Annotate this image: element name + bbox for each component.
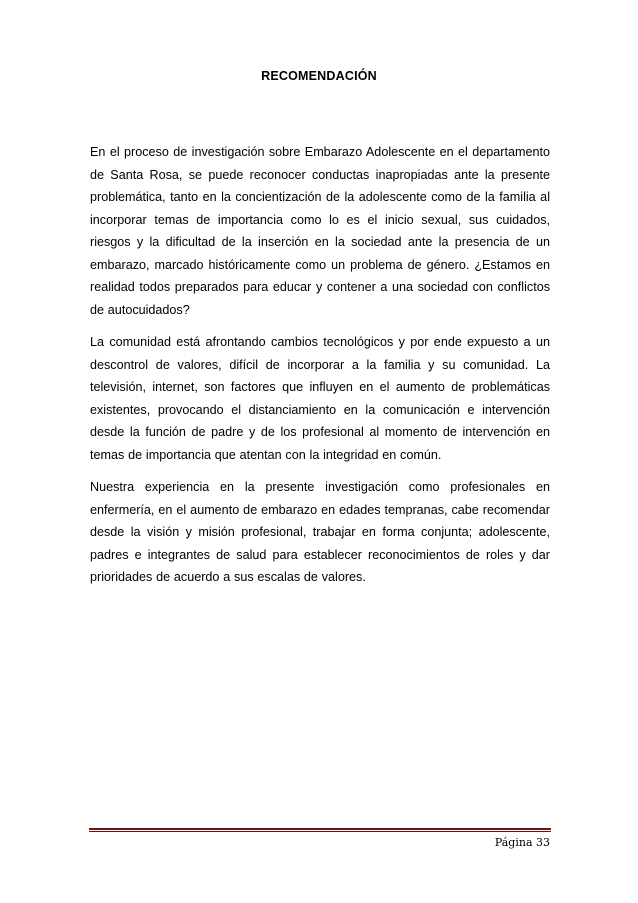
- paragraph-1: En el proceso de investigación sobre Embarazo Adolescente en el departamento de Santa Rosa, se puede reconocer conductas inapropiadas ante la presente problemática, tanto en la concientización de la adolescente como de la familia al incorporar temas de importancia como lo es el inicio sexual, sus cuidados, riesgos y la dificultad de la inserción en la sociedad ante la presencia de un embarazo, marcado históricamente como un problema de género. ¿Estamos en realidad todos preparados para educar y contener a una sociedad con conflictos de autocuidados?: [90, 145, 550, 317]
- paragraph-2: La comunidad está afrontando cambios tecnológicos y por ende expuesto a un descontrol de valores, difícil de incorporar a la familia y su comunidad. La televisión, internet, son factores que influyen en el aumento de problemáticas existentes, provocando el distanciamiento en la comunicación e intervención desde la función de padre y de los profesional al momento de intervención en temas de importancia que atentan con la integridad en común.: [90, 335, 550, 462]
- footer-rule: [89, 828, 551, 832]
- page-title: RECOMENDACIÓN: [261, 69, 377, 83]
- paragraph-3: Nuestra experiencia en la presente investigación como profesionales en enfermería, en el aumento de embarazo en edades tempranas, cabe recomendar desde la visión y misión profesional, trabajar en forma conjunta; adolescente, padres e integrantes de salud para establecer reconocimientos de roles y dar prioridades de acuerdo a sus escalas de valores.: [90, 480, 550, 584]
- footer-rule-thick: [89, 828, 551, 830]
- body-text: [90, 141, 550, 599]
- page-number: Página 33: [494, 836, 550, 849]
- footer-rule-thin: [89, 831, 551, 832]
